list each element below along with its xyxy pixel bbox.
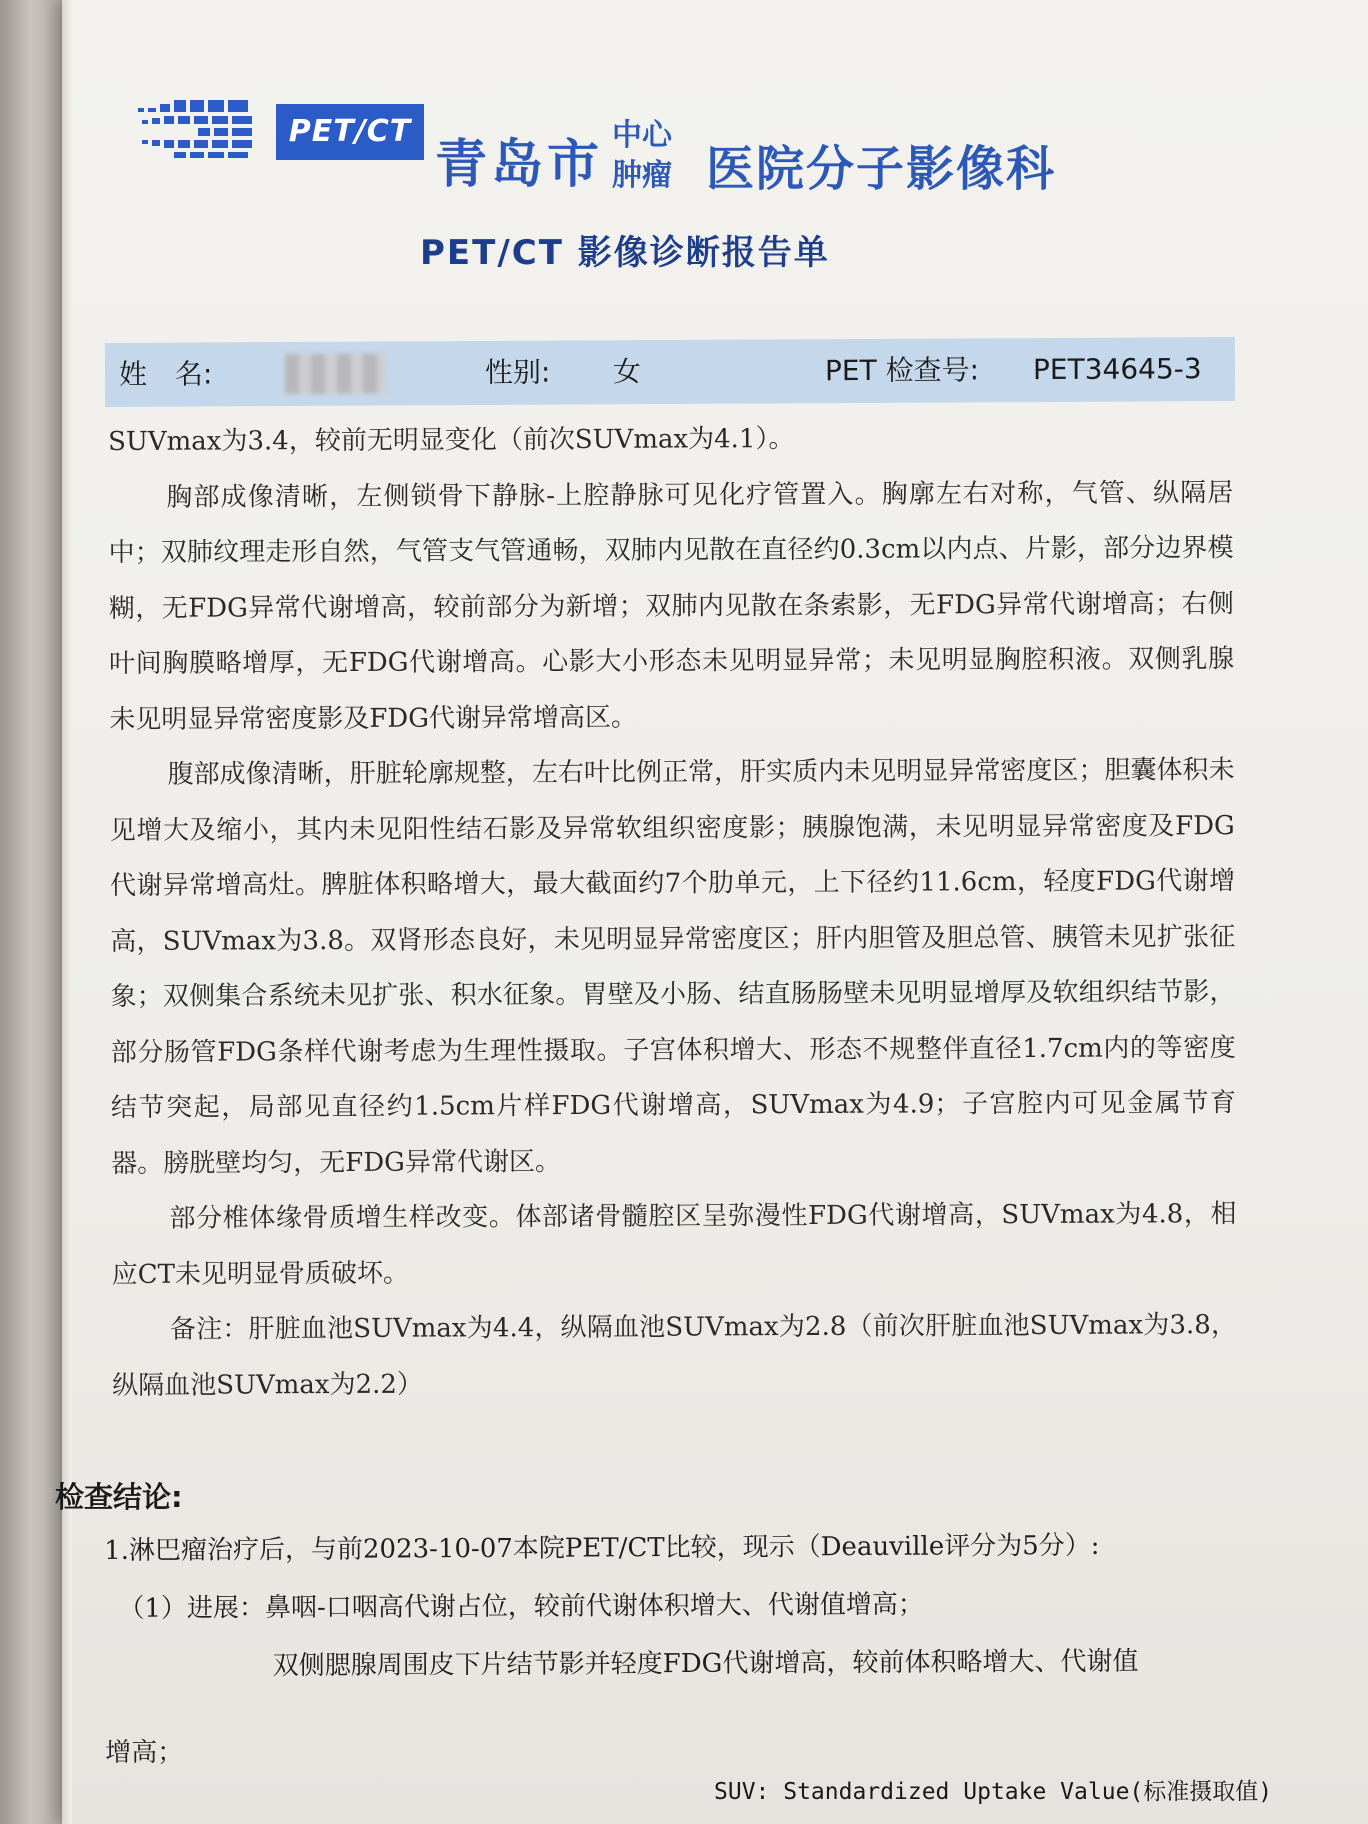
hospital-stack	[612, 116, 672, 196]
conclusion-line-4: 增高；	[105, 1737, 184, 1768]
conclusion-line-1: 1.淋巴瘤治疗后，与前2023-10-07本院PET/CT比较，现示（Deauville评分为5分）:	[104, 1530, 1100, 1566]
conclusion-title: 检查结论:	[55, 1480, 183, 1514]
redacted-name	[285, 353, 385, 394]
suv-footnote: SUV: Standardized Uptake Value(标准摄取值)	[714, 1779, 1273, 1805]
gender-value: 女	[612, 355, 642, 389]
findings-abdomen: 腹部成像清晰，肝脏轮廓规整，左右叶比例正常，肝实质内未见明显异常密度区；胆囊体积未见增大及缩小，其内未见阳性结石影及异常软组织密度影；胰腺饱满，未见明显异常密度及FDG代谢异常增高灶。脾脏体积略增大，最大截面约7个肋单元，上下径约11.6cm，轻度FDG代谢增高，SUVmax为3.8。双肾形态良好，未见明显异常密度区；肝内胆管及胆总管、胰管未见扩张征象；双侧集合系统未见扩张、积水征象。胃壁及小肠、结直肠肠壁未见明显增厚及软组织结节影，部分肠管FDG条样代谢考虑为生理性摄取。子宫体积增大、形态不规整伴直径1.7cm内的等密度结节突起，局部见直径约1.5cm片样FDG代谢增高，SUVmax为4.9；子宫腔内可见金属节育器。膀胱壁均匀，无FDG异常代谢区。	[109, 755, 1237, 1179]
logo-petct-badge: PET/CT	[276, 104, 424, 160]
findings-chest: 胸部成像清晰，左侧锁骨下静脉-上腔静脉可见化疗管置入。胸廓左右对称，气管、纵隔居中；双肺纹理走形自然，气管支气管通畅，双肺内见散在直径约0.3cm以内点、片影，部分边界模糊，无FDG异常代谢增高，较前部分为新增；双肺内见散在条索影，无FDG异常代谢增高；右侧叶间胸膜略增厚，无FDG代谢增高。心影大小形态未见明显异常；未见明显胸腔积液。双侧乳腺未见明显异常密度影及FDG代谢异常增高区。	[108, 477, 1235, 735]
exam-number-label: PET 检查号:	[824, 353, 980, 388]
hospital-stack-top: 中心	[612, 118, 672, 153]
hospital-department: 医院分子影像科	[706, 141, 1057, 197]
patient-info-bar	[105, 337, 1235, 407]
findings-bone: 部分椎体缘骨质增生样改变。体部诸骨髓腔区呈弥漫性FDG代谢增高，SUVmax为4.8，相应CT未见明显骨质破坏。	[111, 1199, 1237, 1290]
findings-text	[108, 410, 1237, 1414]
conclusion-line-2: （1）进展：鼻咽-口咽高代谢占位，较前代谢体积增大、代谢值增高；	[118, 1589, 924, 1624]
hospital-city: 青岛市	[435, 135, 604, 195]
logo-dots-icon	[138, 100, 256, 160]
gender-label: 性别:	[484, 355, 551, 389]
findings-remark: 备注：肝脏血池SUVmax为4.4，纵隔血池SUVmax为2.8（前次肝脏血池SUVmax为3.8，纵隔血池SUVmax为2.2）	[112, 1310, 1238, 1401]
conclusion-line-3: 双侧腮腺周围皮下片结节影并轻度FDG代谢增高，较前体积略增大、代谢值	[272, 1646, 1139, 1682]
exam-number-value: PET34645-3	[1032, 352, 1202, 387]
findings-paragraph-1: SUVmax为3.4，较前无明显变化（前次SUVmax为4.1）。	[108, 424, 795, 457]
hospital-stack-bottom: 肿瘤	[612, 158, 672, 193]
binder-edge	[0, 0, 70, 1824]
report-title: PET/CT 影像诊断报告单	[420, 233, 830, 273]
name-label: 姓 名:	[118, 357, 213, 391]
page-edge	[62, 0, 72, 1824]
conclusion-text	[104, 1516, 1245, 1782]
